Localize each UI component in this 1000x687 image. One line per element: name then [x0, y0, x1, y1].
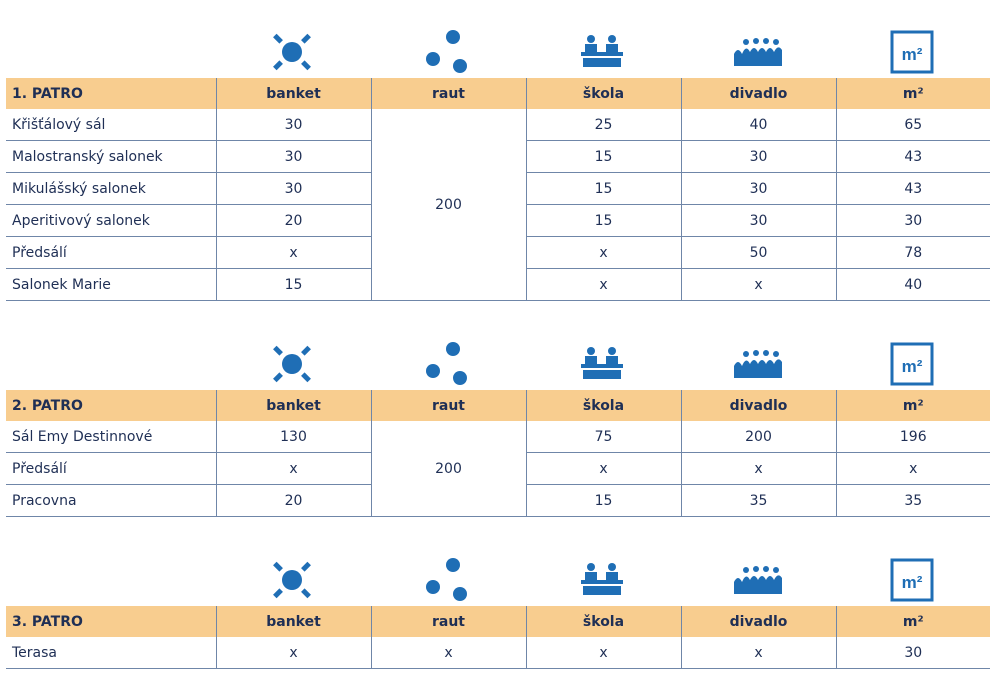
svg-text:m²: m² [901, 45, 923, 64]
skola-value: 15 [526, 485, 681, 517]
banket-value: 30 [216, 109, 371, 141]
theatre-seats-icon [728, 550, 788, 610]
room-name: Malostranský salonek [6, 141, 216, 173]
svg-text:m²: m² [901, 357, 923, 376]
room-name: Předsálí [6, 453, 216, 485]
m2-value: 196 [836, 421, 990, 453]
col-banket: banket [216, 606, 371, 637]
banket-value: 130 [216, 421, 371, 453]
classroom-desk-icon [572, 22, 632, 82]
skola-value: 15 [526, 205, 681, 237]
banket-value: x [216, 237, 371, 269]
m2-value: 30 [836, 205, 990, 237]
m2-value: 78 [836, 237, 990, 269]
col-raut: raut [371, 390, 526, 421]
table-header-row [6, 390, 990, 421]
m2-value: 43 [836, 173, 990, 205]
skola-value: 15 [526, 141, 681, 173]
square-meters-icon [882, 334, 942, 394]
skola-value: 15 [526, 173, 681, 205]
banket-value: 20 [216, 205, 371, 237]
floor-3-section [0, 550, 1000, 661]
floor-label: 1. PATRO [6, 78, 216, 109]
skola-value: x [526, 269, 681, 301]
raut-value: 200 [371, 421, 526, 517]
divadlo-value: x [681, 637, 836, 669]
skola-value: x [526, 453, 681, 485]
table-row [6, 421, 990, 453]
floor-2-section [0, 334, 1000, 509]
table-header-row [6, 606, 990, 637]
col-divadlo: divadlo [681, 390, 836, 421]
m2-value: 30 [836, 637, 990, 669]
theatre-seats-icon [728, 22, 788, 82]
m2-value: 40 [836, 269, 990, 301]
banquet-table-icon [262, 22, 322, 82]
col-raut: raut [371, 78, 526, 109]
col-skola: škola [526, 390, 681, 421]
skola-value: x [526, 637, 681, 669]
col-divadlo: divadlo [681, 78, 836, 109]
room-name: Pracovna [6, 485, 216, 517]
table-header-row [6, 78, 990, 109]
floor-2-table [6, 390, 990, 517]
col-banket: banket [216, 78, 371, 109]
m2-value: 35 [836, 485, 990, 517]
svg-text:m²: m² [901, 573, 923, 592]
raut-value: 200 [371, 109, 526, 301]
divadlo-value: 30 [681, 141, 836, 173]
skola-value: 75 [526, 421, 681, 453]
skola-value: 25 [526, 109, 681, 141]
divadlo-value: 30 [681, 173, 836, 205]
divadlo-value: x [681, 269, 836, 301]
divadlo-value: 30 [681, 205, 836, 237]
raut-value: x [371, 637, 526, 669]
divadlo-value: x [681, 453, 836, 485]
col-m2: m² [836, 606, 990, 637]
m2-value: x [836, 453, 990, 485]
col-skola: škola [526, 78, 681, 109]
col-raut: raut [371, 606, 526, 637]
banket-value: 30 [216, 173, 371, 205]
m2-value: 43 [836, 141, 990, 173]
room-name: Salonek Marie [6, 269, 216, 301]
buffet-dots-icon [418, 334, 478, 394]
m2-value: 65 [836, 109, 990, 141]
col-banket: banket [216, 390, 371, 421]
room-name: Aperitivový salonek [6, 205, 216, 237]
skola-value: x [526, 237, 681, 269]
room-name: Mikulášský salonek [6, 173, 216, 205]
room-name: Křišťálový sál [6, 109, 216, 141]
floor-3-table [6, 606, 990, 669]
square-meters-icon [882, 550, 942, 610]
square-meters-icon [882, 22, 942, 82]
buffet-dots-icon [418, 550, 478, 610]
divadlo-value: 200 [681, 421, 836, 453]
classroom-desk-icon [572, 550, 632, 610]
divadlo-value: 40 [681, 109, 836, 141]
banquet-table-icon [262, 550, 322, 610]
floor-label: 3. PATRO [6, 606, 216, 637]
classroom-desk-icon [572, 334, 632, 394]
col-divadlo: divadlo [681, 606, 836, 637]
banket-value: x [216, 637, 371, 669]
divadlo-value: 50 [681, 237, 836, 269]
table-row [6, 109, 990, 141]
floor-1-section [0, 22, 1000, 293]
col-m2: m² [836, 78, 990, 109]
banquet-table-icon [262, 334, 322, 394]
banket-value: x [216, 453, 371, 485]
table-row [6, 637, 990, 669]
banket-value: 15 [216, 269, 371, 301]
room-name: Terasa [6, 637, 216, 669]
theatre-seats-icon [728, 334, 788, 394]
col-m2: m² [836, 390, 990, 421]
room-name: Předsálí [6, 237, 216, 269]
divadlo-value: 35 [681, 485, 836, 517]
floor-1-table [6, 78, 990, 301]
col-skola: škola [526, 606, 681, 637]
room-name: Sál Emy Destinnové [6, 421, 216, 453]
floor-label: 2. PATRO [6, 390, 216, 421]
banket-value: 30 [216, 141, 371, 173]
buffet-dots-icon [418, 22, 478, 82]
banket-value: 20 [216, 485, 371, 517]
